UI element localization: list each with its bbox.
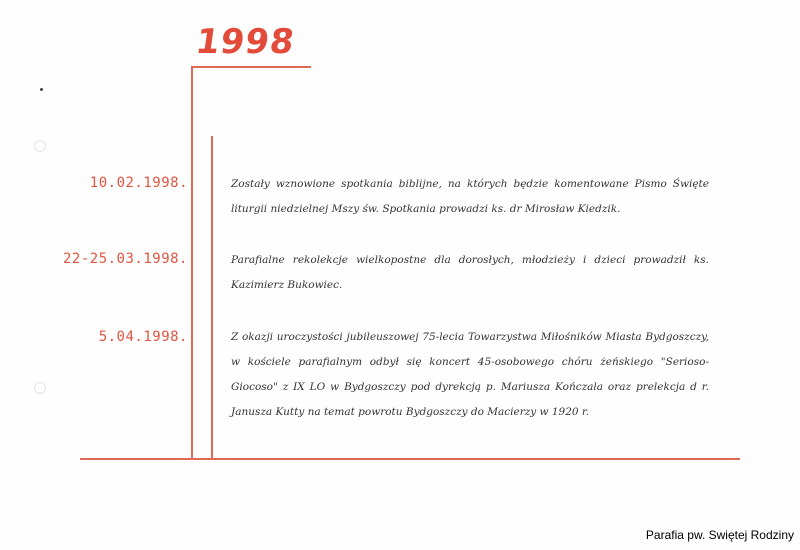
timeline-base-line	[80, 458, 740, 460]
mark-dot	[40, 88, 43, 91]
entry-text: Z okazji uroczystości jubileuszowej 75-lecia Towarzystwa Miłośników Miasta Bydgoszczy, w kościele parafialnym odbył się koncert 45-osobowego chóru żeńskiego "Serioso-Giocoso" z IX LO w Bydgoszczy pod dyrekcją p. Mariusza Kończala oraz prelekcja d r. Janusza Kutty na temat powrotu Bydgoszczy do Macierzy w 1920 r.	[231, 331, 709, 418]
entry-date: 10.02.1998.	[89, 175, 188, 191]
entry-text: Parafialne rekolekcje wielkopostne dla dorosłych, młodzieży i dzieci prowadził ks. Kazimierz Bukowiec.	[231, 254, 709, 291]
punch-hole	[34, 140, 46, 152]
entry-date: 22-25.03.1998.	[62, 251, 188, 267]
punch-hole	[34, 382, 46, 394]
footer-caption: Parafia pw. Swiętej Rodziny	[645, 528, 794, 542]
entry-text: Zostały wznowione spotkania biblijne, na których będzie komentowane Pismo Święte liturgii niedzielnej Mszy św. Spotkania prowadzi ks. dr Mirosław Kiedzik.	[231, 178, 709, 215]
entry-date: 5.04.1998.	[98, 329, 188, 345]
timeline-inner-line	[211, 136, 213, 460]
year-heading: 1998	[193, 22, 298, 62]
timeline-left-line	[191, 66, 193, 460]
timeline-top-line	[191, 66, 311, 68]
